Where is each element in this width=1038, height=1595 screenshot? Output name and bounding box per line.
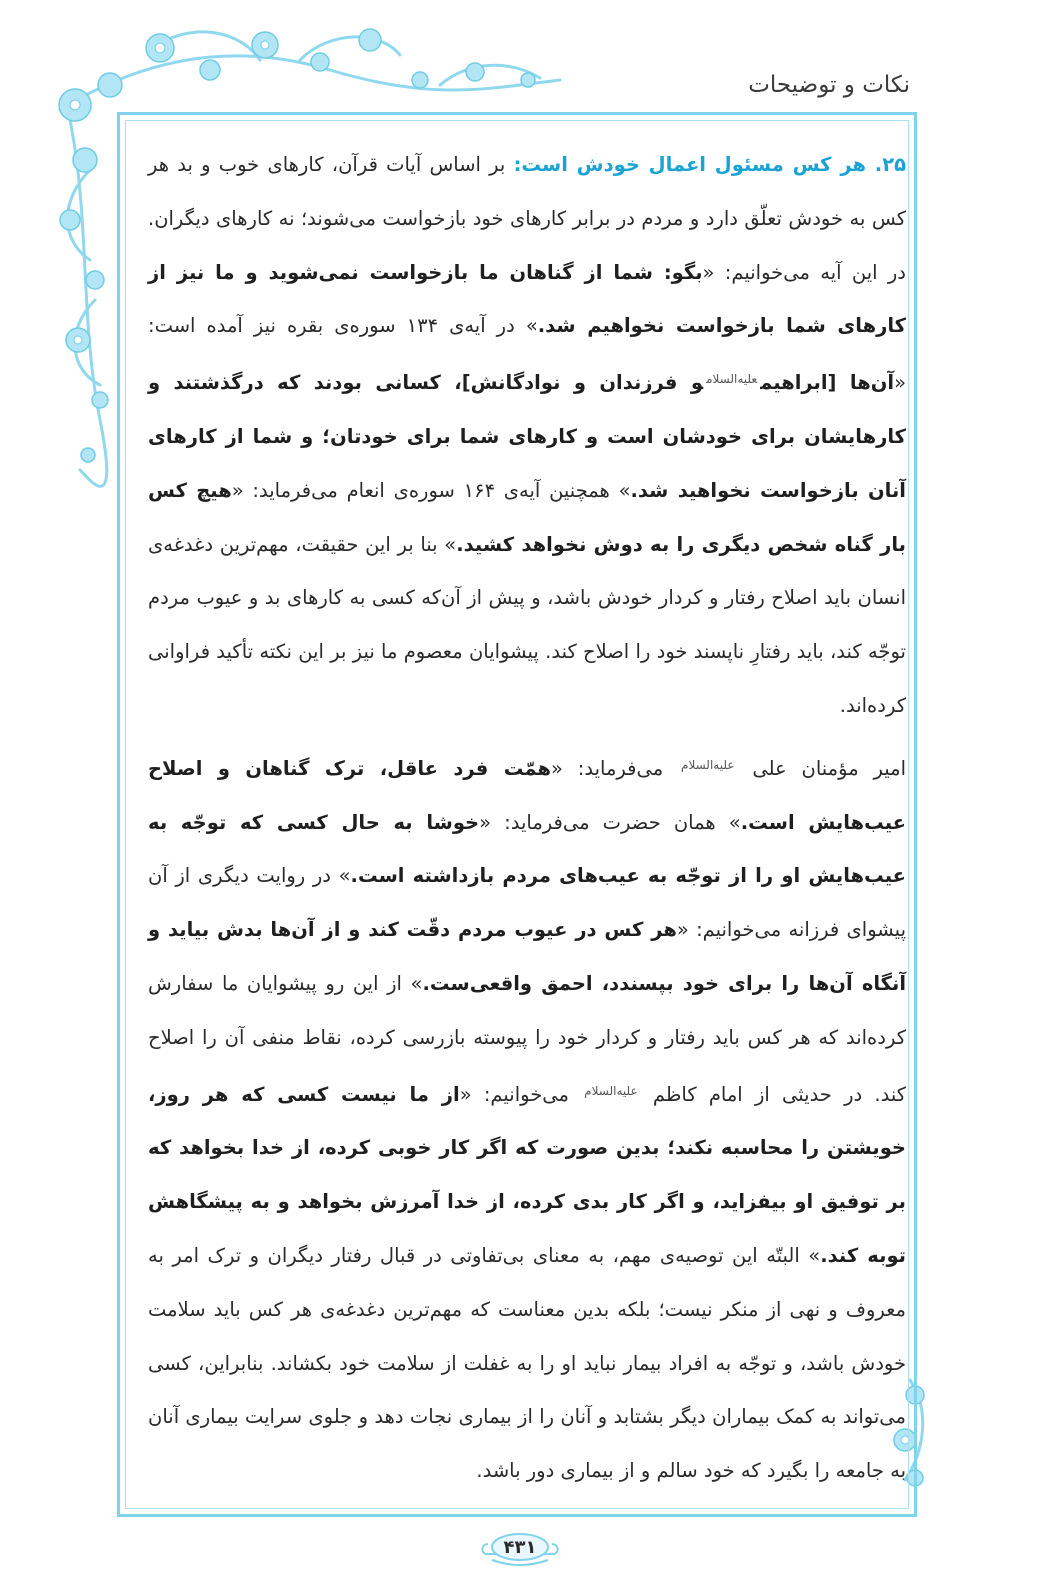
paragraph-25 (148, 138, 906, 733)
quote: از ما نیست کسی که هر روز، خویشتن را محاسبه نکند؛ بدین صورت که اگر کار خوبی کرده، از خدا بخواهد که بر توفیق او بیفزاید، و اگر کار بدی کرده، از خدا آمرزش بخواهد و به پیشگاهش توبه کند. (148, 1082, 906, 1267)
page-number: ۴۳۱ (503, 1537, 537, 1558)
paragraph-hadith (148, 739, 906, 1498)
quote: بگو: شما از گناهان ما بازخواست نمی‌شوید و ما نیز از کارهای شما بازخواست نخواهیم شد. (148, 260, 906, 338)
text: امیر مؤمنان علی (752, 756, 906, 780)
text: » البتّه این توصیه‌ی مهم، به معنای بی‌تفاوتی در قبال رفتار دیگران و ترک امر به معروف و نهی از منکر نیست؛ بلکه بدین معناست که مهم‌ترین دغدغه‌ی هر کس باید سلامت خودش باشد، و توجّه به افراد بیمار نباید او را به غفلت از سلامت خود بکشاند. بنابراین، کسی می‌تواند به کمک بیماران دیگر بشتابد و آنان را از بیماری نجات دهد و جلوی سرایت بیماری آنان به جامعه را بگیرد که خود سالم و از بیماری دور باشد. (148, 1243, 906, 1483)
text: می‌فرماید: « (551, 756, 679, 780)
text: » در روایت دیگری از آن پیشوای فرزانه می‌خوانیم: « (148, 864, 906, 942)
text: » همچنین آیه‌ی ۱۶۴ سوره‌ی انعام می‌فرماید: « (231, 478, 631, 502)
text: » از این رو پیشوایان ما سفارش کرده‌اند که هر کس باید رفتار و کردار خود را پیوسته بازرسی کرده، نقاط منفی آن را اصلاح کند. در حدیثی از امام کاظم (148, 971, 907, 1106)
quote: خوشا به حال کسی که توجّه به عیب‌هایش او را از توجّه به عیب‌های مردم بازداشته است. (148, 810, 907, 888)
salam-glyph: علیه‌السلام (584, 1083, 638, 1098)
quote: همّت فرد عاقل، ترک گناهان و اصلاح عیب‌هایش است. (148, 756, 907, 834)
text: » در آیه‌ی ۱۳۴ سوره‌ی بقره نیز آمده است: « (148, 314, 907, 395)
quote: و فرزندان و نوادگانش]، کسانی بودند که درگذشتند و کارهایشان برای خودشان است و کارهای شما برای خودتان؛ و شما از کارهای آنان بازخواست نخواهید شد. (148, 371, 906, 502)
text: » بنا بر این حقیقت، مهم‌ترین دغدغه‌ی انسان باید اصلاح رفتار و کردار خودش باشد، و پیش از آن‌که کسی به کارهای بد و عیوب مردم توجّه کند، باید رفتارِ ناپسند خود را اصلاح کند. پیشوایان معصوم ما نیز بر این نکته تأکید فراوانی کرده‌اند. (148, 532, 906, 717)
text: » همان حضرت می‌فرماید: « (479, 810, 741, 834)
salam-glyph: علیه‌السلام (706, 372, 758, 387)
page-header-title: نکات و توضیحات (748, 72, 910, 98)
salam-glyph: علیه‌السلام (681, 757, 735, 772)
text: بر اساس آیات قرآن، کارهای خوب و بد هر کس به خودش تعلّق دارد و مردم در برابر کارهای خود بازخواست می‌شوند؛ نه کارهای دیگران. در این آیه می‌خوانیم: « (148, 153, 906, 284)
page-number-badge (478, 1530, 562, 1570)
quote: هر کس در عیوب مردم دقّت کند و از آن‌ها بدش بیاید و آنگاه آن‌ها را برای خود بپسندد، احمق واقعی‌ست. (148, 918, 906, 995)
main-content (148, 138, 906, 1498)
quote: آن‌ها [ابراهیم (760, 371, 895, 395)
quote: هیچ کس بار گناه شخص دیگری را به دوش نخواهد کشید. (148, 478, 906, 556)
text: می‌خوانیم: « (459, 1082, 582, 1106)
note-heading: ۲۵. هر کس مسئول اعمال خودش است: (513, 153, 906, 176)
